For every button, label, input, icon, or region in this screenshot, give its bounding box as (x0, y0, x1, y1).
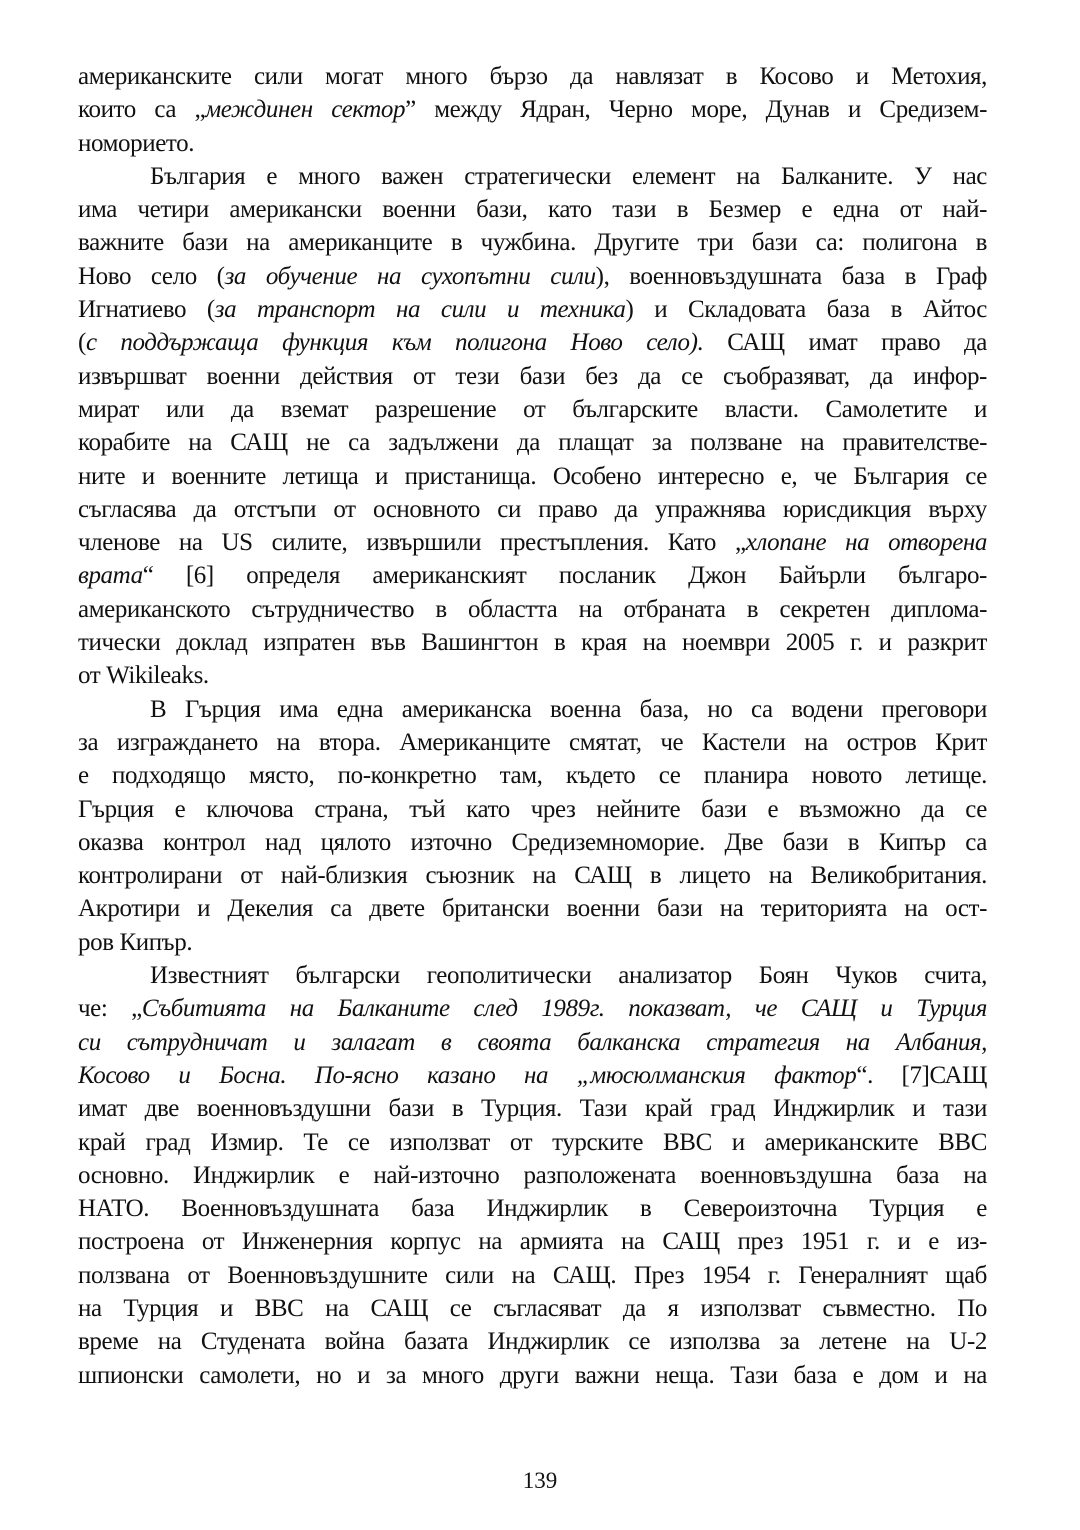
text-run: от Wikileaks. (78, 662, 209, 690)
text-line (78, 1359, 987, 1392)
text-run: тически доклад изпратен във Вашингтон в края на ноември 2005 г. и разкрит (78, 629, 987, 657)
text-line (78, 1059, 987, 1092)
text-line (78, 593, 987, 626)
text-run: американските сили могат много бързо да навлязат в Косово и Метохия, (78, 63, 987, 90)
text-run: оказва контрол над цялото източно Средиземноморие. Две бази в Кипър са (78, 828, 987, 856)
text-line (78, 826, 987, 859)
text-run: ” между Ядран, Черно море, Дунав и Средизем- (405, 96, 987, 124)
text-run: имат две военновъздушни бази в Турция. Тази край град Инджирлик и тази (78, 1095, 987, 1123)
text-run: “. [7]САЩ (856, 1061, 987, 1089)
text-line (78, 426, 987, 459)
text-line (78, 859, 987, 892)
text-line (78, 992, 987, 1025)
text-run: американското сътрудничество в областта на отбраната в секретен диплома- (78, 595, 987, 623)
text-line (78, 93, 987, 126)
italic-text: за транспорт на сили и техника (214, 296, 626, 324)
text-line (78, 959, 987, 992)
paragraph (78, 959, 987, 1392)
text-run: край град Измир. Те се използват от турските ВВС и американските ВВС (78, 1128, 987, 1156)
text-run: В Гърция има една американска военна база, но са водени преговори (150, 695, 987, 723)
text-run: е подходящо място, по-конкретно там, където се планира новото летище. (78, 762, 987, 790)
text-line (78, 1225, 987, 1258)
text-line (78, 793, 987, 826)
text-line (78, 1126, 987, 1159)
text-run: ) и Складовата база в Айтос (625, 296, 987, 324)
text-run: корабите на САЩ не са задължени да плащат за ползване на правителстве- (78, 429, 987, 457)
text-run: шпионски самолети, но и за много други важни неща. Тази база е дом и на (78, 1361, 987, 1389)
text-line (78, 1325, 987, 1358)
italic-text: за обучение на сухопътни сили (224, 262, 596, 290)
text-run: ( (78, 329, 86, 357)
text-line (78, 726, 987, 759)
text-run: на Турция и ВВС на САЩ се съгласяват да я използват съвместно. По (78, 1294, 987, 1322)
text-line (78, 493, 987, 526)
text-line (78, 1092, 987, 1125)
italic-text: Косово и Босна. По-ясно казано на „мюсюлманския фактор (78, 1061, 857, 1089)
text-line (78, 226, 987, 259)
text-line (78, 326, 987, 359)
text-line (78, 559, 987, 592)
text-run: че: „ (78, 995, 142, 1023)
text-run: важните бази на американците в чужбина. Другите три бази са: полигона в (78, 229, 987, 257)
text-run: основно. Инджирлик е най-източно разположената военновъздушна база на (78, 1161, 987, 1189)
text-line (78, 260, 987, 293)
text-line (78, 926, 987, 959)
italic-text: врата (78, 562, 143, 590)
text-line (78, 1192, 987, 1225)
text-line (78, 127, 987, 160)
body-text (78, 60, 987, 1392)
text-line (78, 693, 987, 726)
text-line (78, 1159, 987, 1192)
text-run: време на Студената война базата Инджирлик се използва за летене на U-2 (78, 1328, 987, 1356)
text-run: Акротири и Декелия са двете британски военни бази на територията на ост- (78, 895, 987, 923)
italic-text: с поддържаща функция към полигона Ново село). (85, 329, 704, 357)
text-run: мират или да вземат разрешение от българските власти. Самолетите и (78, 395, 987, 423)
text-run: съгласява да отстъпи от основното си право да упражнява юрисдикция върху (78, 495, 987, 523)
text-run: контролирани от най-близкия съюзник на САЩ в лицето на Великобритания. (78, 862, 987, 890)
text-run: членове на US силите, извършили престъпления. Като „ (78, 529, 746, 557)
text-line (78, 193, 987, 226)
text-run: ), военновъздушната база в Граф (595, 262, 987, 290)
text-run: САЩ имат право да (703, 329, 987, 357)
text-run: за изграждането на втора. Американците смятат, че Кастели на остров Крит (78, 728, 987, 756)
text-line (78, 293, 987, 326)
text-run: има четири американски военни бази, като тази в Безмер е една от най- (78, 196, 987, 224)
text-run: ров Кипър. (78, 928, 193, 956)
paragraph (78, 693, 987, 959)
text-line (78, 393, 987, 426)
paragraph (78, 160, 987, 693)
text-run: ползвана от Военновъздушните сили на САЩ. През 1954 г. Генералният щаб (78, 1261, 987, 1289)
text-line (78, 1292, 987, 1325)
text-line (78, 1026, 987, 1059)
text-run: които са „ (78, 96, 206, 124)
text-run: Известният български геополитически анализатор Боян Чуков счита, (150, 962, 987, 990)
text-run: ните и военните летища и пристанища. Особено интересно е, че България се (78, 462, 987, 490)
text-line (78, 60, 987, 93)
paragraph (78, 60, 987, 160)
text-line (78, 360, 987, 393)
text-line (78, 659, 987, 692)
text-run: извършват военни действия от тези бази без да се съобразяват, да инфор- (78, 362, 987, 390)
italic-text: междинен сектор (205, 96, 406, 124)
text-line (78, 892, 987, 925)
italic-text: Събитията на Балканите след 1989г. показват, че САЩ и Турция (141, 995, 987, 1023)
text-run: Гърция е ключова страна, тъй като чрез нейните бази е възможно да се (78, 795, 987, 823)
text-run: построена от Инженерния корпус на армията на САЩ през 1951 г. и е из- (78, 1228, 987, 1256)
text-line (78, 526, 987, 559)
text-line (78, 460, 987, 493)
text-run: “ [6] определя американският посланик Джон Байърли българо- (142, 562, 987, 590)
italic-text: хлопане на отворена (745, 529, 987, 557)
text-run: България е много важен стратегически елемент на Балканите. У нас (150, 162, 987, 190)
text-line (78, 1259, 987, 1292)
italic-text: си сътрудничат и залагат в своята балканска стратегия на Албания, (78, 1028, 987, 1056)
page-number: 139 (522, 1468, 558, 1493)
text-run: НАТО. Военновъздушната база Инджирлик в Североизточна Турция е (78, 1195, 987, 1223)
text-run: Игнатиево ( (78, 296, 215, 324)
text-line (78, 759, 987, 792)
text-run: номорието. (78, 129, 195, 157)
text-line (78, 626, 987, 659)
text-line (78, 160, 987, 193)
text-run: Ново село ( (78, 262, 225, 290)
